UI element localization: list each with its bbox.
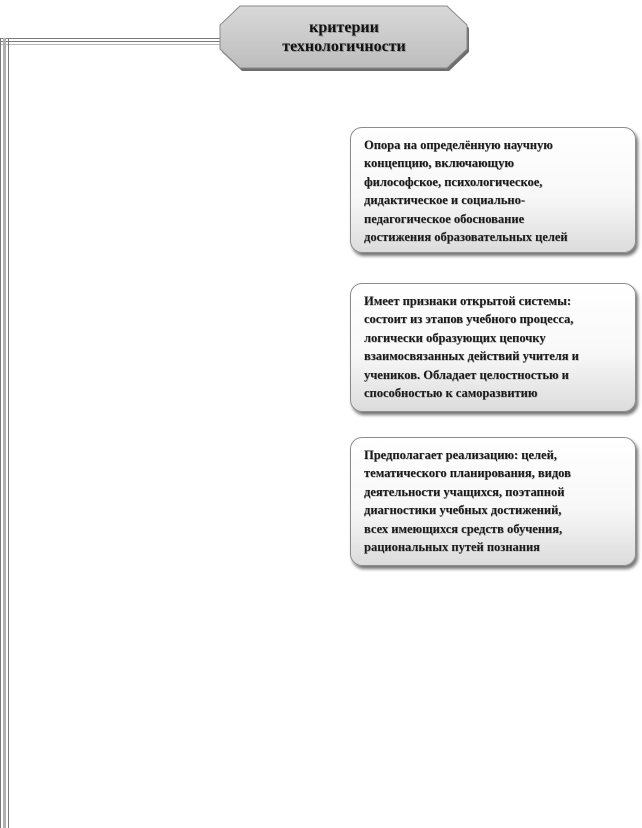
criterion-line: педагогическое обоснование	[364, 211, 525, 226]
criterion-line: достижения образовательных целей	[364, 230, 568, 245]
criterion-line: деятельности учащихся, поэтапной	[364, 484, 565, 499]
header-title	[226, 18, 462, 56]
criterion-line: взаимосвязанных действий учителя и	[364, 349, 579, 364]
header-octagon	[216, 3, 472, 73]
criterion-text	[364, 446, 627, 556]
criterion-line: философское, психологическое,	[364, 174, 543, 189]
frame-left-border	[0, 38, 12, 828]
criterion-text	[364, 292, 627, 402]
criterion-line: концепцию, включающую	[364, 156, 514, 171]
criterion-line: тематического планирования, видов	[364, 466, 571, 481]
criterion-line: состоит из этапов учебного процесса,	[364, 312, 574, 327]
criterion-line: Предполагает реализацию: целей,	[364, 448, 557, 462]
criterion-line: всех имеющихся средств обучения,	[364, 521, 563, 536]
header-title-line1: критерии	[309, 19, 379, 36]
criterion-line: Имеет признаки открытой системы:	[364, 294, 572, 308]
criterion-box-scientific-concept	[350, 127, 636, 253]
criterion-line: учеников. Обладает целостностью и	[364, 367, 569, 382]
criterion-line: Опора на определённую научную	[364, 138, 553, 152]
criterion-line: дидактическое и социально-	[364, 193, 526, 208]
criterion-text	[364, 136, 627, 246]
header-title-line2: технологичности	[282, 38, 406, 55]
criterion-box-implementation	[350, 437, 636, 566]
criterion-line: логически образующих цепочку	[364, 330, 546, 345]
frame-top-border	[0, 38, 220, 48]
criterion-box-open-system	[350, 283, 636, 412]
criterion-line: способностью к саморазвитию	[364, 386, 538, 401]
criterion-line: рациональных путей познания	[364, 540, 540, 555]
criterion-line: диагностики учебных достижений,	[364, 503, 562, 518]
